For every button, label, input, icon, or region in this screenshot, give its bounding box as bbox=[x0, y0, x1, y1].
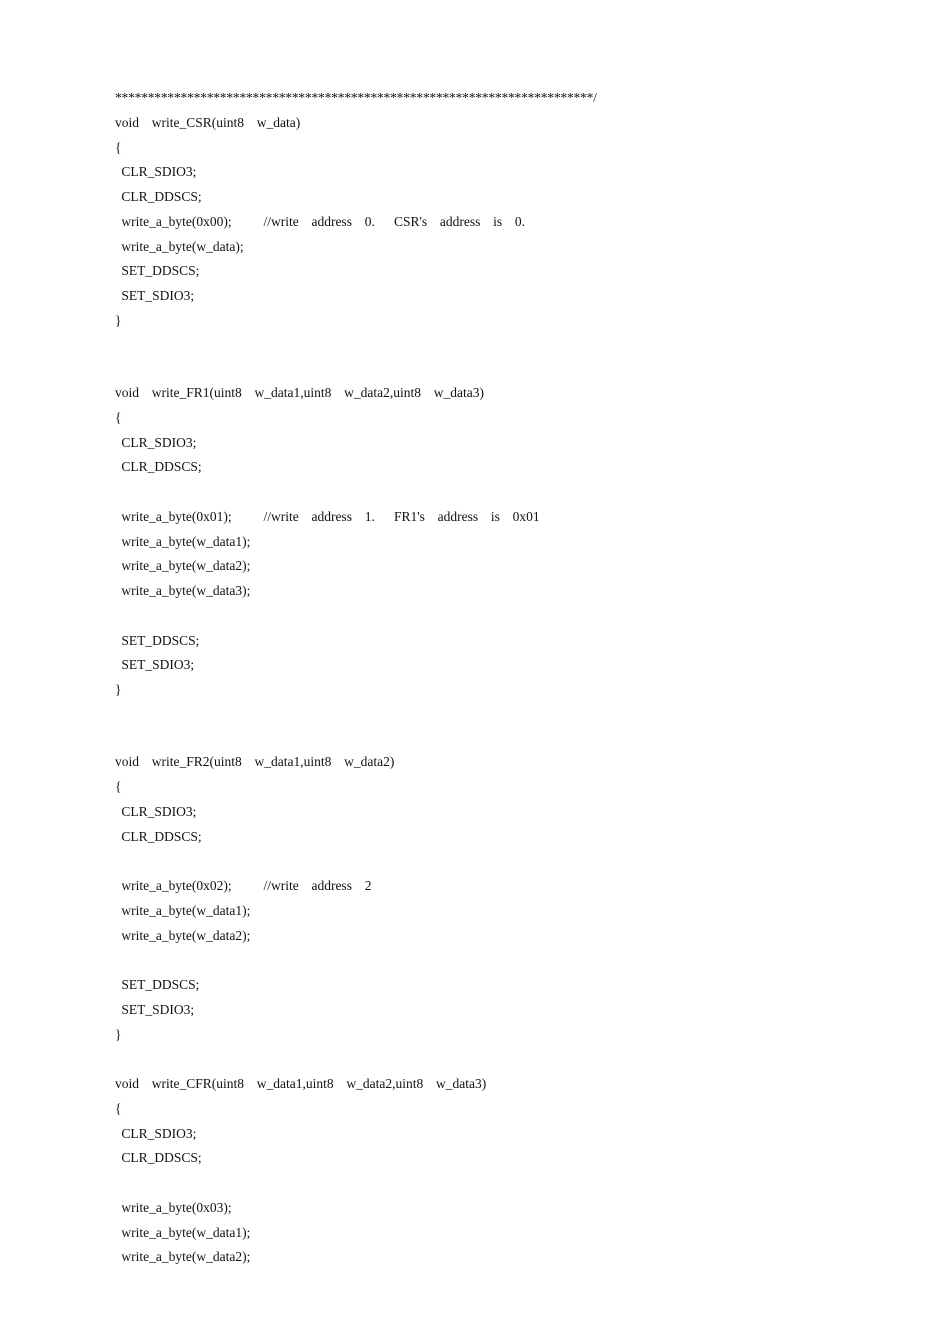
code-line: write_a_byte(w_data1); bbox=[115, 1224, 251, 1240]
code-line bbox=[115, 480, 915, 505]
code-line: void write_CFR(uint8 w_data1,uint8 w_data2,uint8 w_data3) bbox=[115, 1076, 487, 1091]
code-line: write_a_byte(0x00); //write address 0. CSR's address is 0. bbox=[115, 213, 526, 229]
code-line bbox=[115, 849, 915, 874]
code-line: write_a_byte(w_data1); bbox=[115, 902, 251, 918]
code-line bbox=[115, 604, 915, 629]
function-write-fr1 bbox=[115, 381, 915, 703]
code-line: CLR_DDSCS; bbox=[115, 828, 202, 844]
code-listing bbox=[115, 86, 915, 1270]
blank-gap bbox=[115, 1047, 915, 1072]
function-write-csr bbox=[115, 111, 915, 334]
code-line: write_a_byte(w_data2); bbox=[115, 558, 251, 574]
code-line: CLR_DDSCS; bbox=[115, 1150, 202, 1166]
code-line: SET_DDSCS; bbox=[115, 263, 200, 279]
function-write-fr2 bbox=[115, 750, 915, 1047]
code-line: CLR_SDIO3; bbox=[115, 803, 197, 819]
function-write-cfr bbox=[115, 1072, 915, 1270]
code-line: CLR_DDSCS; bbox=[115, 459, 202, 475]
code-line: } bbox=[115, 312, 122, 328]
code-line: { bbox=[115, 779, 122, 794]
code-line bbox=[115, 1171, 915, 1196]
code-line: write_a_byte(w_data1); bbox=[115, 533, 251, 549]
code-line: { bbox=[115, 139, 122, 155]
code-line: write_a_byte(w_data); bbox=[115, 238, 244, 254]
code-line: CLR_SDIO3; bbox=[115, 164, 197, 180]
code-line: { bbox=[115, 409, 122, 425]
code-line: SET_DDSCS; bbox=[115, 977, 200, 992]
code-line: void write_FR1(uint8 w_data1,uint8 w_data2,uint8 w_data3) bbox=[115, 385, 484, 400]
comment-rule: *************************************************************************/ bbox=[115, 90, 597, 105]
code-line: CLR_SDIO3; bbox=[115, 434, 197, 450]
code-line: write_a_byte(0x02); //write address 2 bbox=[115, 878, 372, 893]
code-line: } bbox=[115, 682, 122, 697]
blank-gap bbox=[115, 703, 915, 751]
code-line: SET_SDIO3; bbox=[115, 288, 195, 303]
code-line: write_a_byte(w_data3); bbox=[115, 583, 251, 598]
code-line: { bbox=[115, 1100, 122, 1116]
code-line bbox=[115, 948, 915, 973]
code-line: SET_DDSCS; bbox=[115, 632, 200, 648]
code-line: } bbox=[115, 1026, 122, 1042]
code-line: write_a_byte(0x03); bbox=[115, 1199, 232, 1215]
code-line: SET_SDIO3; bbox=[115, 657, 195, 673]
blank-gap bbox=[115, 334, 915, 382]
code-line: CLR_DDSCS; bbox=[115, 189, 202, 204]
code-line: write_a_byte(w_data2); bbox=[115, 927, 251, 943]
code-line: CLR_SDIO3; bbox=[115, 1125, 197, 1141]
code-line: void write_CSR(uint8 w_data) bbox=[115, 114, 301, 130]
code-line: write_a_byte(0x01); //write address 1. FR1's address is 0x01 bbox=[115, 508, 540, 524]
code-line: SET_SDIO3; bbox=[115, 1001, 195, 1017]
code-line: write_a_byte(w_data2); bbox=[115, 1249, 251, 1265]
code-line: void write_FR2(uint8 w_data1,uint8 w_data2) bbox=[115, 754, 395, 770]
